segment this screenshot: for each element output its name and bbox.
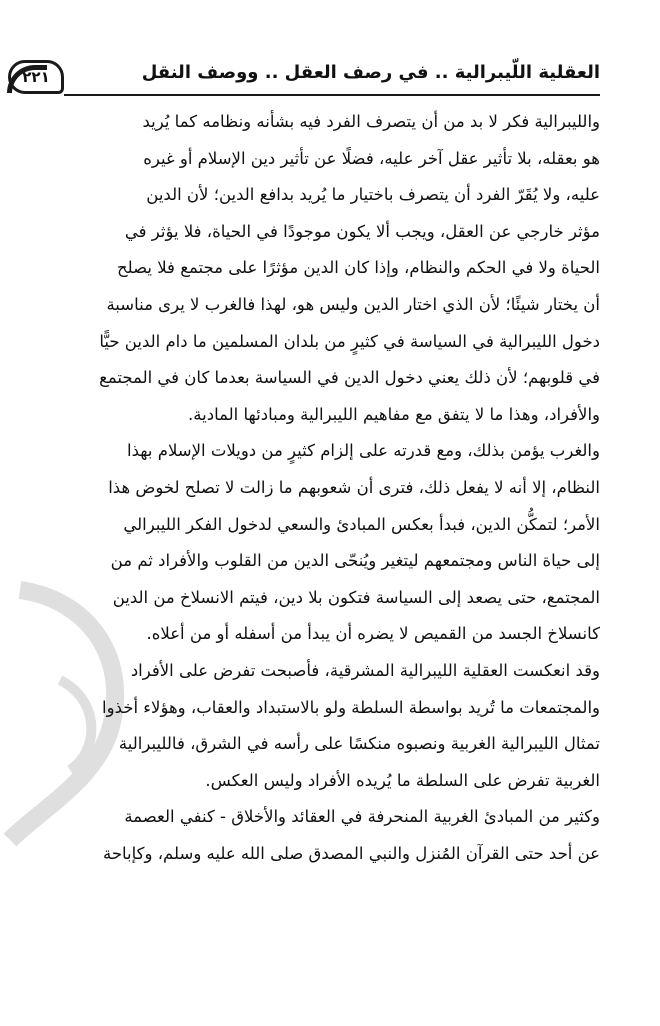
text-line: إلى حياة الناس ومجتمعهم ليتغير ويُنحّى الدين من القلوب والأفراد ثم من	[110, 551, 600, 571]
text-line: دخول الليبرالية في السياسة في كثيرٍ من بلدان المسلمين ما دام الدين حيًّا	[99, 331, 600, 351]
text-line: والليبرالية فكر لا بد من أن يتصرف الفرد فيه بشأنه ونظامه كما يُريد	[142, 112, 600, 131]
text-line: مؤثر خارجي عن العقل، ويجب ألا يكون موجودًا في الحياة، فلا يؤثر في	[124, 221, 600, 241]
text-line: المجتمع، حتى يصعد إلى السياسة فتكون بلا دين، فيتم الانسلاخ من الدين	[112, 587, 600, 607]
text-line: والمجتمعات ما تُريد بواسطة السلطة ولو بالاستبداد والعقاب، وهؤلاء أخذوا	[102, 697, 600, 717]
text-line: كانسلاخ الجسد من القميص لا يضره أن يبدأ من أسفله أو من أعلاه.	[146, 624, 600, 644]
paragraph	[28, 433, 600, 653]
paragraph	[28, 653, 600, 799]
text-line: الغربية تفرض على السلطة ما يُريده الأفراد وليس العكس.	[205, 770, 600, 790]
text-line: عن أحد حتى القرآن المُنزل والنبي المصدق صلى الله عليه وسلم، وكإباحة	[102, 843, 600, 863]
page-number-badge	[8, 60, 64, 94]
body-text	[28, 104, 600, 872]
text-line: في قلوبهم؛ لأن ذلك يعني دخول الدين في السياسة بعدما كان في المجتمع	[99, 368, 600, 388]
running-header	[8, 52, 600, 100]
text-line: الحياة ولا في الحكم والنظام، وإذا كان الدين مؤثرًا على مجتمع فلا يصلح	[116, 258, 600, 278]
text-line: والغرب يؤمن بذلك، ومع قدرته على إلزام كثيرٍ من دويلات الإسلام بهذا	[127, 441, 600, 461]
paragraph	[28, 799, 600, 872]
text-line: الأمر؛ لتمكُّن الدين، فبدأ بعكس المبادئ والسعي لدخول الفكر الليبرالي	[123, 514, 600, 534]
text-line: هو بعقله، بلا تأثير عقل آخر عليه، فضلًا عن تأثير دين الإسلام أو غيره	[143, 148, 600, 168]
header-divider	[64, 94, 600, 96]
text-line: والأفراد، وهذا ما لا يتفق مع مفاهيم الليبرالية ومبادئها المادية.	[188, 404, 600, 424]
text-line: تمثال الليبرالية الغربية ونصبوه منكسًا على رأسه في الشرق، فالليبرالية	[118, 734, 600, 754]
text-line: وقد انعكست العقلية الليبرالية المشرقية، فأصبحت تفرض على الأفراد	[130, 660, 600, 680]
text-line: عليه، ولا يُقَرّ الفرد أن يتصرف باختيار ما يُريد بدافع الدين؛ لأن الدين	[146, 185, 600, 205]
text-line: أن يختار شيئًا؛ لأن الذي اختار الدين وليس هو، لهذا فالغرب لا يرى مناسبة	[106, 294, 600, 314]
paragraph	[28, 104, 600, 433]
ornament-swirl-icon	[7, 65, 50, 93]
page-number: ٢٢١	[22, 68, 50, 86]
header-title: العقلية اللّيبرالية .. في رصف العقل .. ووصف النقل	[141, 62, 600, 83]
text-line: وكثير من المبادئ الغربية المنحرفة في العقائد والأخلاق - كنفي العصمة	[124, 807, 600, 827]
text-line: النظام، إلا أنه لا يفعل ذلك، فترى أن شعوبهم ما زالت لا تصلح لخوض هذا	[108, 477, 600, 497]
